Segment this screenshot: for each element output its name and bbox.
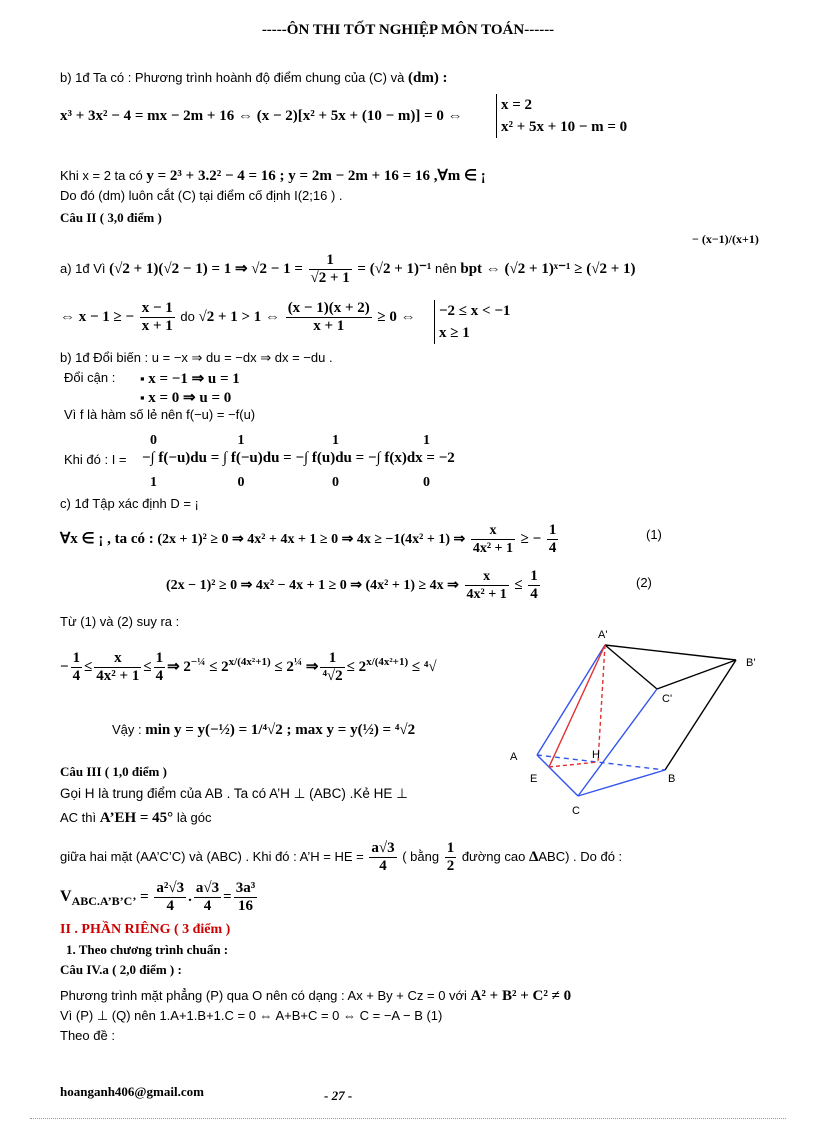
- odd-function-line: Vì f là hàm số lẻ nên f(−u) = −f(u): [64, 407, 256, 422]
- edge-a-c: [537, 755, 578, 796]
- prism-figure: [500, 620, 790, 820]
- edge-c1-c: [578, 689, 657, 796]
- khi-x-2-line: Khi x = 2 ta có y = 2³ + 3.2² − 4 = 16 ; y = 2m − 2m + 16 = 16 ,∀m ∈ ¡: [60, 168, 486, 184]
- cau-3-heading: Câu III ( 1,0 điểm ): [60, 764, 167, 779]
- part-2-line3: Theo đề :: [60, 1028, 115, 1043]
- part-2-subheading: 1. Theo chương trình chuẩn :: [66, 942, 229, 957]
- equation-intersection: x³ + 3x² − 4 = mx − 2m + 16 ⇔ (x − 2)[x² + 5x + (10 − m)] = 0 ⇔: [60, 108, 463, 124]
- cau-3-line3: giữa hai mặt (AA’C’C) và (ABC) . Khi đó : A’H = HE = $\frac{a√3}{4}$ ( bằng $\frac{1}{2}$ đường cao ΔABC) . Do đó :: [60, 840, 623, 874]
- label-h: H: [592, 749, 600, 761]
- part-2-heading: II . PHẦN RIÊNG ( 3 điểm ): [60, 922, 231, 937]
- edge-a1-b1: [605, 645, 736, 660]
- integral-upper-limits: 0 1 1 1: [150, 433, 430, 448]
- label-b1: B': [746, 657, 756, 669]
- equation-cases: x = 2 x² + 5x + 10 − m = 0: [496, 94, 627, 138]
- tu-1-va-2: Từ (1) và (2) suy ra :: [60, 614, 180, 629]
- cau-2a-line1: a) 1đ Vì (√2 + 1)(√2 − 1) = 1 ⇒ √2 − 1 = $\frac{1}{√2 + 1}$ = (√2 + 1)⁻¹ nên bpt ⇔ (√2 + 1)ˣ⁻¹ ≥ (√2 + 1): [60, 252, 636, 286]
- edge-c1-b1: [657, 660, 736, 689]
- doi-can-bullet-1: ▪ x = −1 ⇒ u = 1: [140, 371, 240, 387]
- cau-2b-line1: b) 1đ Đổi biến : u = −x ⇒ du = −dx ⇒ dx = −du .: [60, 350, 333, 365]
- part-b-intro: b) 1đ Ta có : Phương trình hoành độ điểm chung của (C) và (dm) :: [60, 70, 448, 86]
- inequality-chain: − $\frac{1}{4}$ ≤ $\frac{x}{\text{4x² + 1}}$ ≤ $\frac{1}{4}$ ⇒ $2^{-\frac{1}{4}} \le 2^{x/(4x^2+1)} \le 2^{\frac{1}{4}}$ ⇒ $\frac{1}{\text{⁴√2}}$ ≤ $2^{x/(4x^2+1)} \le ^4√$: [60, 650, 437, 684]
- label-a1: A': [598, 629, 608, 641]
- volume-formula: $V_{ABC.A’B’C’}$ = $\frac{\text{a²√3}}{4}$ . $\frac{a√3}{4}$ = $\frac{\text{3a³}}{16}$: [60, 880, 256, 914]
- edge-c-b: [578, 770, 665, 796]
- doi-can-label: Đổi cận :: [64, 370, 116, 385]
- inequality-1: ∀x ∈ ¡ , ta có : (2x + 1)² ≥ 0 ⇒ 4x² + 4x + 1 ≥ 0 ⇒ 4x ≥ −1(4x² + 1) ⇒ $\frac{x}{\text{4x² + 1}}$ ≥ − $\frac{1}{4}$: [60, 522, 557, 556]
- cau-3-line1: Gọi H là trung điểm của AB . Ta có A’H ⊥ (ABC) .Kẻ HE ⊥: [60, 786, 408, 801]
- footer-divider: [30, 1118, 786, 1119]
- footer-email: hoanganh406@gmail.com: [60, 1084, 204, 1099]
- cau-4a-heading: Câu IV.a ( 2,0 điểm ) :: [60, 962, 182, 977]
- label-e: E: [530, 773, 538, 785]
- conclusion-min-max: Vậy : min y = y(−½) = 1/⁴√2 ; max y = y(½) = ⁴√2: [112, 722, 416, 738]
- edge-a1-c1: [605, 645, 657, 689]
- cau-2-heading: Câu II ( 3,0 điểm ): [60, 210, 162, 225]
- do-do-line: Do đó (dm) luôn cắt (C) tại điểm cố định I(2;16 ) .: [60, 188, 343, 203]
- inequality-2-label: (2): [636, 575, 652, 590]
- edge-a-b: [537, 755, 665, 770]
- cau-2a-line2: ⇔ x − 1 ≥ − $\frac{x - 1}{x + 1}$ do √2 + 1 > 1 ⇔ $\frac{(x - 1)(x + 2)}{x + 1}$ ≥ 0 ⇔: [60, 300, 416, 334]
- solution-cases: −2 ≤ x < −1 x ≥ 1: [434, 300, 510, 344]
- doi-can-bullet-2: ▪ x = 0 ⇒ u = 0: [140, 390, 232, 406]
- exponent-fraction: − (x−1)/(x+1): [692, 232, 759, 246]
- label-a: A: [510, 751, 518, 763]
- edge-b1-b: [665, 660, 736, 770]
- inequality-2: (2x − 1)² ≥ 0 ⇒ 4x² − 4x + 1 ≥ 0 ⇒ (4x² + 1) ≥ 4x ⇒ $\frac{x}{\text{4x² + 1}}$ ≤ $\frac{1}{4}$: [166, 568, 538, 602]
- integral-expression: −∫ f(−u)du = ∫ f(−u)du = −∫ f(u)du = −∫ f(x)dx = −2: [142, 450, 455, 466]
- part-2-line2: Vì (P) ⊥ (Q) nên 1.A+1.B+1.C = 0 ⇔ A+B+C = 0 ⇔ C = −A − B (1): [60, 1008, 443, 1023]
- label-c1: C': [662, 693, 673, 705]
- cau-2c-line1: c) 1đ Tập xác định D = ¡: [60, 496, 199, 511]
- integral-lower-limits: 1 0 0 0: [150, 475, 430, 490]
- label-c: C: [572, 805, 580, 817]
- height-a1-h: [598, 645, 605, 762]
- footer-page-number: - 27 -: [324, 1088, 353, 1103]
- page-header: -----ÔN THI TỐT NGHIỆP MÔN TOÁN------: [261, 22, 555, 38]
- segment-e-h: [549, 762, 598, 767]
- label-b: B: [668, 773, 676, 785]
- cau-3-line2: AC thì A’EH = 45° là góc: [60, 810, 212, 826]
- part-2-line1: Phương trình mặt phẳng (P) qua O nên có dạng : Ax + By + Cz = 0 với A² + B² + C² ≠ 0: [60, 988, 572, 1004]
- edge-a1-a: [537, 645, 605, 755]
- khi-do-label: Khi đó : I =: [64, 452, 127, 467]
- inequality-1-label: (1): [646, 527, 662, 542]
